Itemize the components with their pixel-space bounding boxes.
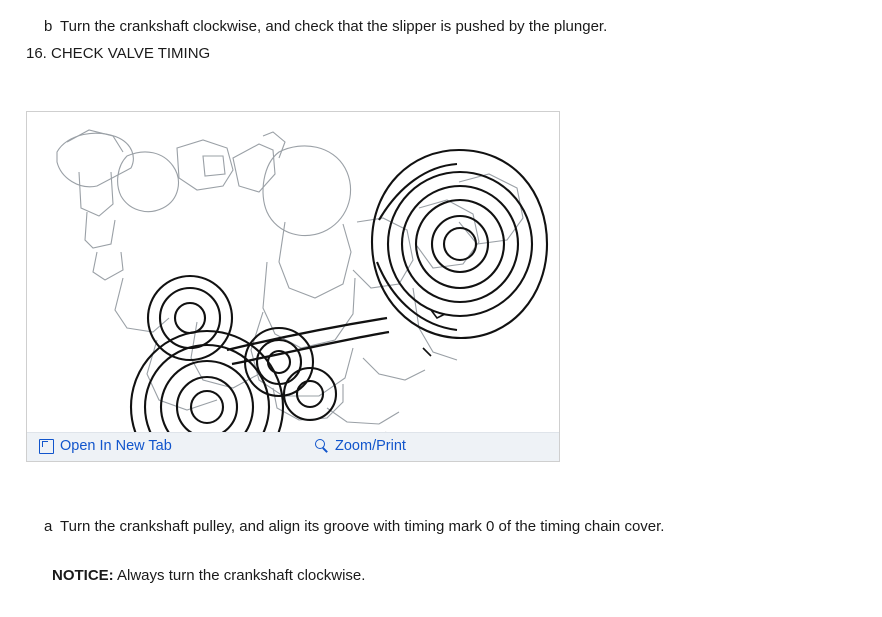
zoom-print-label: Zoom/Print (335, 438, 406, 454)
notice-paragraph (52, 566, 365, 586)
step-a-marker: a (44, 518, 53, 535)
open-in-new-tab-label: Open In New Tab (60, 438, 172, 454)
notice-text: Always turn the crankshaft clockwise. (117, 567, 366, 584)
open-in-new-tab-button[interactable] (39, 438, 172, 454)
figure-toolbar (27, 432, 559, 461)
figure-illustration (27, 112, 559, 432)
magnifier-icon (315, 439, 329, 453)
step-a-text: Turn the crankshaft pulley, and align its groove with timing mark 0 of the timing chain cover. (60, 518, 665, 535)
engine-diagram-svg (27, 112, 559, 432)
step-b-text: Turn the crankshaft clockwise, and check that the slipper is pushed by the plunger. (60, 18, 608, 35)
notice-label: NOTICE: (52, 567, 114, 584)
figure-panel (26, 111, 560, 462)
step-a-paragraph (44, 517, 664, 537)
step-b-paragraph (44, 17, 607, 37)
new-tab-icon (39, 439, 54, 454)
zoom-print-button[interactable] (315, 438, 406, 454)
section-heading: 16. CHECK VALVE TIMING (26, 45, 211, 62)
step-b-marker: b (44, 18, 53, 35)
